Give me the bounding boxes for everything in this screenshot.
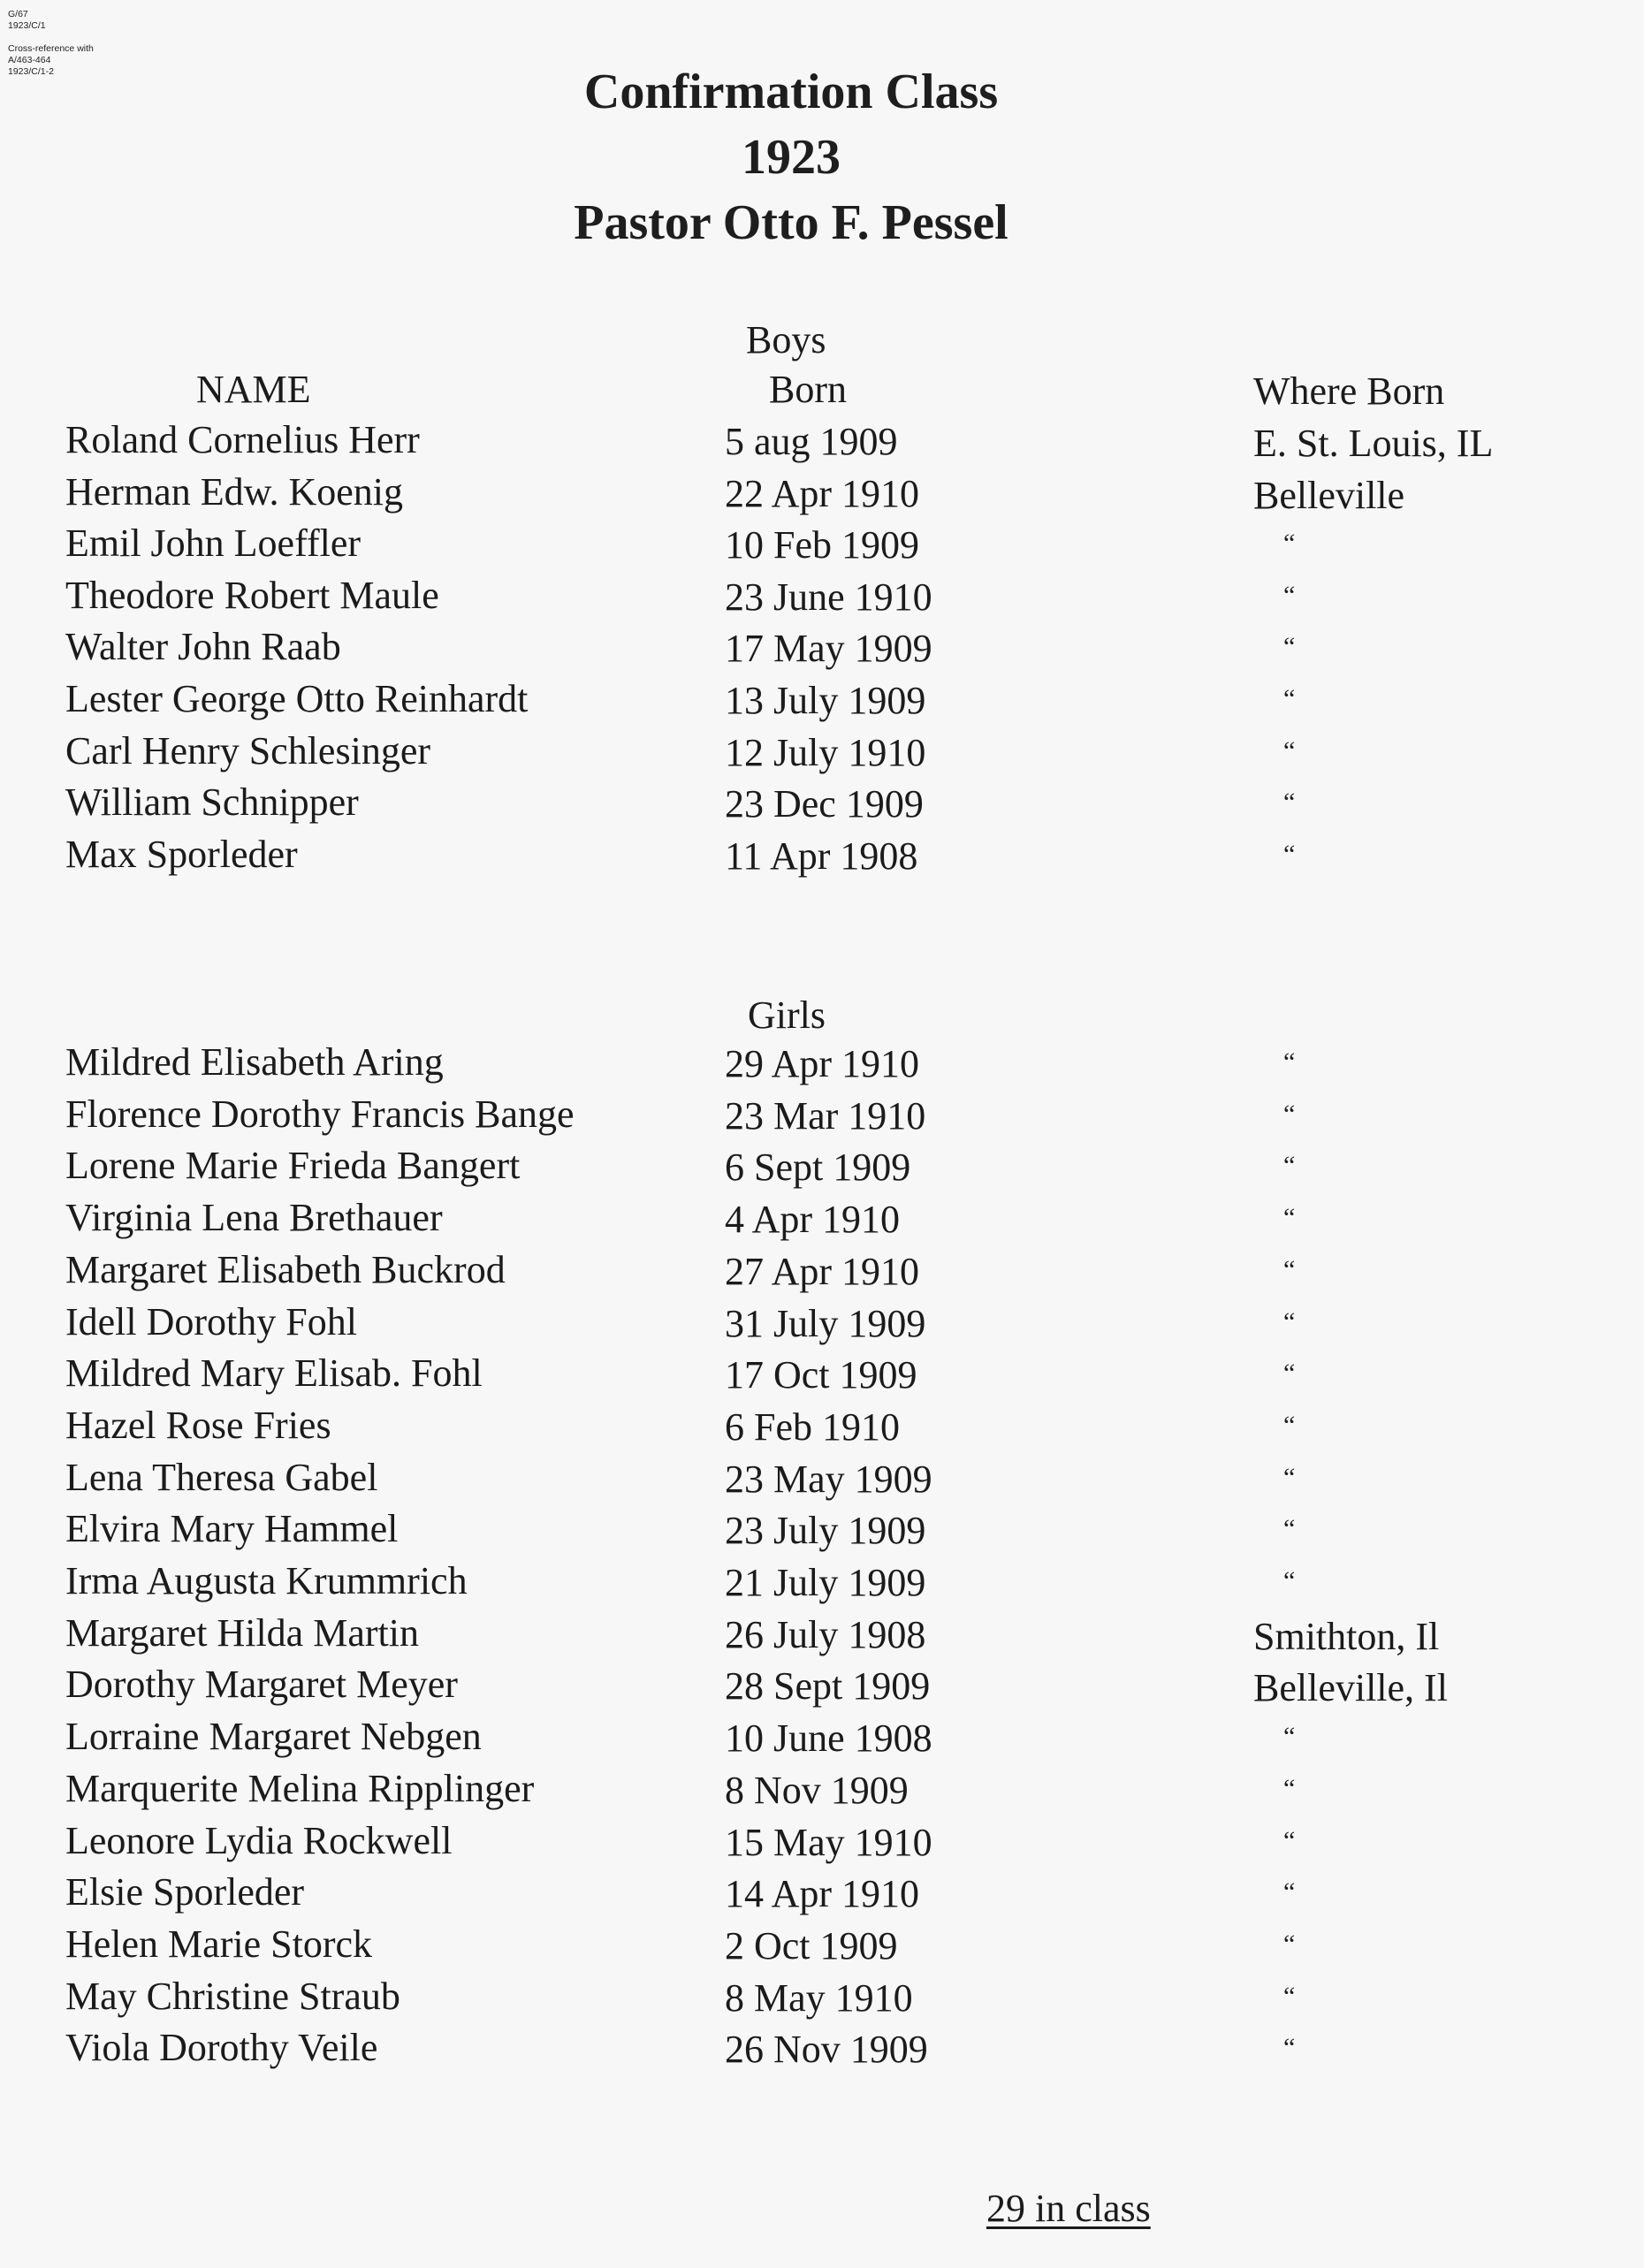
ditto-mark: “	[1283, 1047, 1296, 1077]
table-row	[0, 780, 1644, 832]
table-row	[0, 521, 1644, 573]
column-header-born: Born	[769, 368, 847, 411]
section-label-girls: Girls	[748, 993, 826, 1037]
birth-date: 26 July 1908	[725, 1613, 926, 1656]
birth-date: 22 Apr 1910	[725, 472, 919, 515]
table-row	[0, 1922, 1644, 1974]
birth-date: 11 Apr 1908	[725, 834, 918, 878]
table-row	[0, 1663, 1644, 1714]
table-row	[0, 1404, 1644, 1455]
table-row	[0, 625, 1644, 676]
student-name: Mildred Mary Elisab. Fohl	[65, 1351, 483, 1395]
ditto-mark: “	[1283, 736, 1296, 765]
student-name: Mildred Elisabeth Aring	[65, 1040, 444, 1084]
table-row	[0, 2026, 1644, 2077]
document-title: Confirmation Class	[583, 65, 999, 119]
student-name: Elsie Sporleder	[65, 1870, 305, 1914]
birth-date: 21 July 1909	[725, 1561, 926, 1604]
student-name: Irma Augusta Krummrich	[65, 1559, 468, 1602]
student-name: Virginia Lena Brethauer	[65, 1196, 443, 1239]
ditto-mark: “	[1283, 1307, 1296, 1336]
birth-date: 23 June 1910	[725, 575, 932, 619]
ditto-mark: “	[1283, 1877, 1296, 1906]
class-count: 29 in class	[986, 2187, 1151, 2230]
student-name: Viola Dorothy Veile	[65, 2026, 378, 2069]
reference-line: G/67	[8, 9, 28, 19]
student-name: Roland Cornelius Herr	[65, 418, 420, 461]
ditto-mark: “	[1283, 788, 1296, 817]
column-header-where-born: Where Born	[1253, 369, 1445, 413]
ditto-mark: “	[1283, 1514, 1296, 1543]
ditto-mark: “	[1283, 1151, 1296, 1180]
student-name: Herman Edw. Koenig	[65, 470, 404, 514]
birth-date: 8 May 1910	[725, 1976, 913, 2020]
birth-date: 23 July 1909	[725, 1509, 926, 1552]
ditto-mark: “	[1283, 1203, 1296, 1232]
birth-date: 5 aug 1909	[725, 420, 898, 463]
table-row	[0, 1092, 1644, 1144]
table-row	[0, 1196, 1644, 1247]
ditto-mark: “	[1283, 1929, 1296, 1959]
student-name: Hazel Rose Fries	[65, 1404, 331, 1447]
birth-date: 13 July 1909	[725, 679, 926, 722]
table-row	[0, 677, 1644, 728]
birth-place: E. St. Louis, IL	[1253, 422, 1494, 465]
ditto-mark: “	[1283, 529, 1296, 558]
table-row	[0, 1870, 1644, 1922]
birth-date: 27 Apr 1910	[725, 1250, 919, 1293]
ditto-mark: “	[1283, 1982, 1296, 2011]
birth-place: Belleville, Il	[1253, 1666, 1448, 1709]
birth-date: 15 May 1910	[725, 1821, 932, 1864]
student-name: William Schnipper	[65, 780, 359, 824]
table-row	[0, 1248, 1644, 1299]
table-row	[0, 1559, 1644, 1610]
birth-date: 28 Sept 1909	[725, 1664, 931, 1708]
table-row	[0, 1351, 1644, 1403]
birth-place: Smithton, Il	[1253, 1615, 1440, 1658]
ditto-mark: “	[1283, 1411, 1296, 1440]
table-row	[0, 574, 1644, 625]
document-year: 1923	[742, 130, 841, 185]
student-name: Carl Henry Schlesinger	[65, 729, 430, 772]
birth-date: 23 Dec 1909	[725, 782, 924, 826]
student-name: Margaret Elisabeth Buckrod	[65, 1248, 506, 1291]
ditto-mark: “	[1283, 1566, 1296, 1595]
reference-line: 1923/C/1	[8, 20, 46, 31]
student-name: Lorraine Margaret Nebgen	[65, 1715, 482, 1758]
table-row	[0, 729, 1644, 780]
student-name: Walter John Raab	[65, 625, 341, 668]
birth-place: Belleville	[1253, 474, 1405, 517]
table-row	[0, 418, 1644, 469]
table-row	[0, 1144, 1644, 1195]
ditto-mark: “	[1283, 840, 1296, 869]
ditto-mark: “	[1283, 1826, 1296, 1855]
student-name: Lena Theresa Gabel	[65, 1456, 378, 1499]
birth-date: 4 Apr 1910	[725, 1198, 900, 1241]
table-row	[0, 1611, 1644, 1663]
column-header-name: NAME	[196, 368, 311, 411]
section-label-boys: Boys	[746, 318, 826, 362]
ditto-mark: “	[1283, 684, 1296, 713]
student-name: Margaret Hilda Martin	[65, 1611, 419, 1655]
birth-date: 10 June 1908	[725, 1716, 932, 1760]
reference-line: 1923/C/1-2	[8, 66, 54, 77]
table-row	[0, 1456, 1644, 1507]
ditto-mark: “	[1283, 1774, 1296, 1803]
student-name: Lester George Otto Reinhardt	[65, 677, 529, 720]
student-name: Idell Dorothy Fohl	[65, 1300, 357, 1343]
ditto-mark: “	[1283, 581, 1296, 610]
student-name: Dorothy Margaret Meyer	[65, 1663, 458, 1706]
reference-line: Cross-reference with	[8, 43, 94, 54]
student-name: Helen Marie Storck	[65, 1922, 372, 1966]
student-name: Max Sporleder	[65, 833, 298, 876]
birth-date: 6 Feb 1910	[725, 1405, 900, 1449]
ditto-mark: “	[1283, 1463, 1296, 1492]
table-row	[0, 1975, 1644, 2026]
student-name: Emil John Loeffler	[65, 521, 361, 565]
birth-date: 8 Nov 1909	[725, 1769, 909, 1812]
student-name: Theodore Robert Maule	[65, 574, 439, 617]
birth-date: 26 Nov 1909	[725, 2028, 928, 2071]
reference-line: A/463-464	[8, 55, 51, 65]
birth-date: 17 May 1909	[725, 627, 932, 670]
birth-date: 6 Sept 1909	[725, 1145, 911, 1189]
student-name: Marquerite Melina Ripplinger	[65, 1767, 535, 1810]
student-name: May Christine Straub	[65, 1975, 400, 2018]
ditto-mark: “	[1283, 2033, 1296, 2062]
table-row	[0, 470, 1644, 521]
birth-date: 17 Oct 1909	[725, 1353, 917, 1397]
birth-date: 14 Apr 1910	[725, 1872, 919, 1915]
birth-date: 12 July 1910	[725, 731, 926, 774]
birth-date: 31 July 1909	[725, 1302, 926, 1345]
document-pastor: Pastor Otto F. Pessel	[574, 195, 1008, 250]
table-row	[0, 1300, 1644, 1351]
student-name: Florence Dorothy Francis Bange	[65, 1092, 575, 1136]
table-row	[0, 1767, 1644, 1818]
birth-date: 29 Apr 1910	[725, 1042, 919, 1085]
ditto-mark: “	[1283, 1722, 1296, 1751]
table-row	[0, 1715, 1644, 1766]
table-row	[0, 1040, 1644, 1092]
table-row	[0, 1507, 1644, 1558]
ditto-mark: “	[1283, 1100, 1296, 1129]
birth-date: 23 Mar 1910	[725, 1094, 926, 1138]
student-name: Elvira Mary Hammel	[65, 1507, 399, 1550]
student-name: Lorene Marie Frieda Bangert	[65, 1144, 521, 1187]
ditto-mark: “	[1283, 1255, 1296, 1284]
birth-date: 10 Feb 1909	[725, 523, 919, 567]
ditto-mark: “	[1283, 1359, 1296, 1388]
ditto-mark: “	[1283, 632, 1296, 661]
birth-date: 23 May 1909	[725, 1457, 932, 1501]
table-row	[0, 1819, 1644, 1870]
birth-date: 2 Oct 1909	[725, 1924, 898, 1967]
student-name: Leonore Lydia Rockwell	[65, 1819, 453, 1862]
table-row	[0, 833, 1644, 884]
